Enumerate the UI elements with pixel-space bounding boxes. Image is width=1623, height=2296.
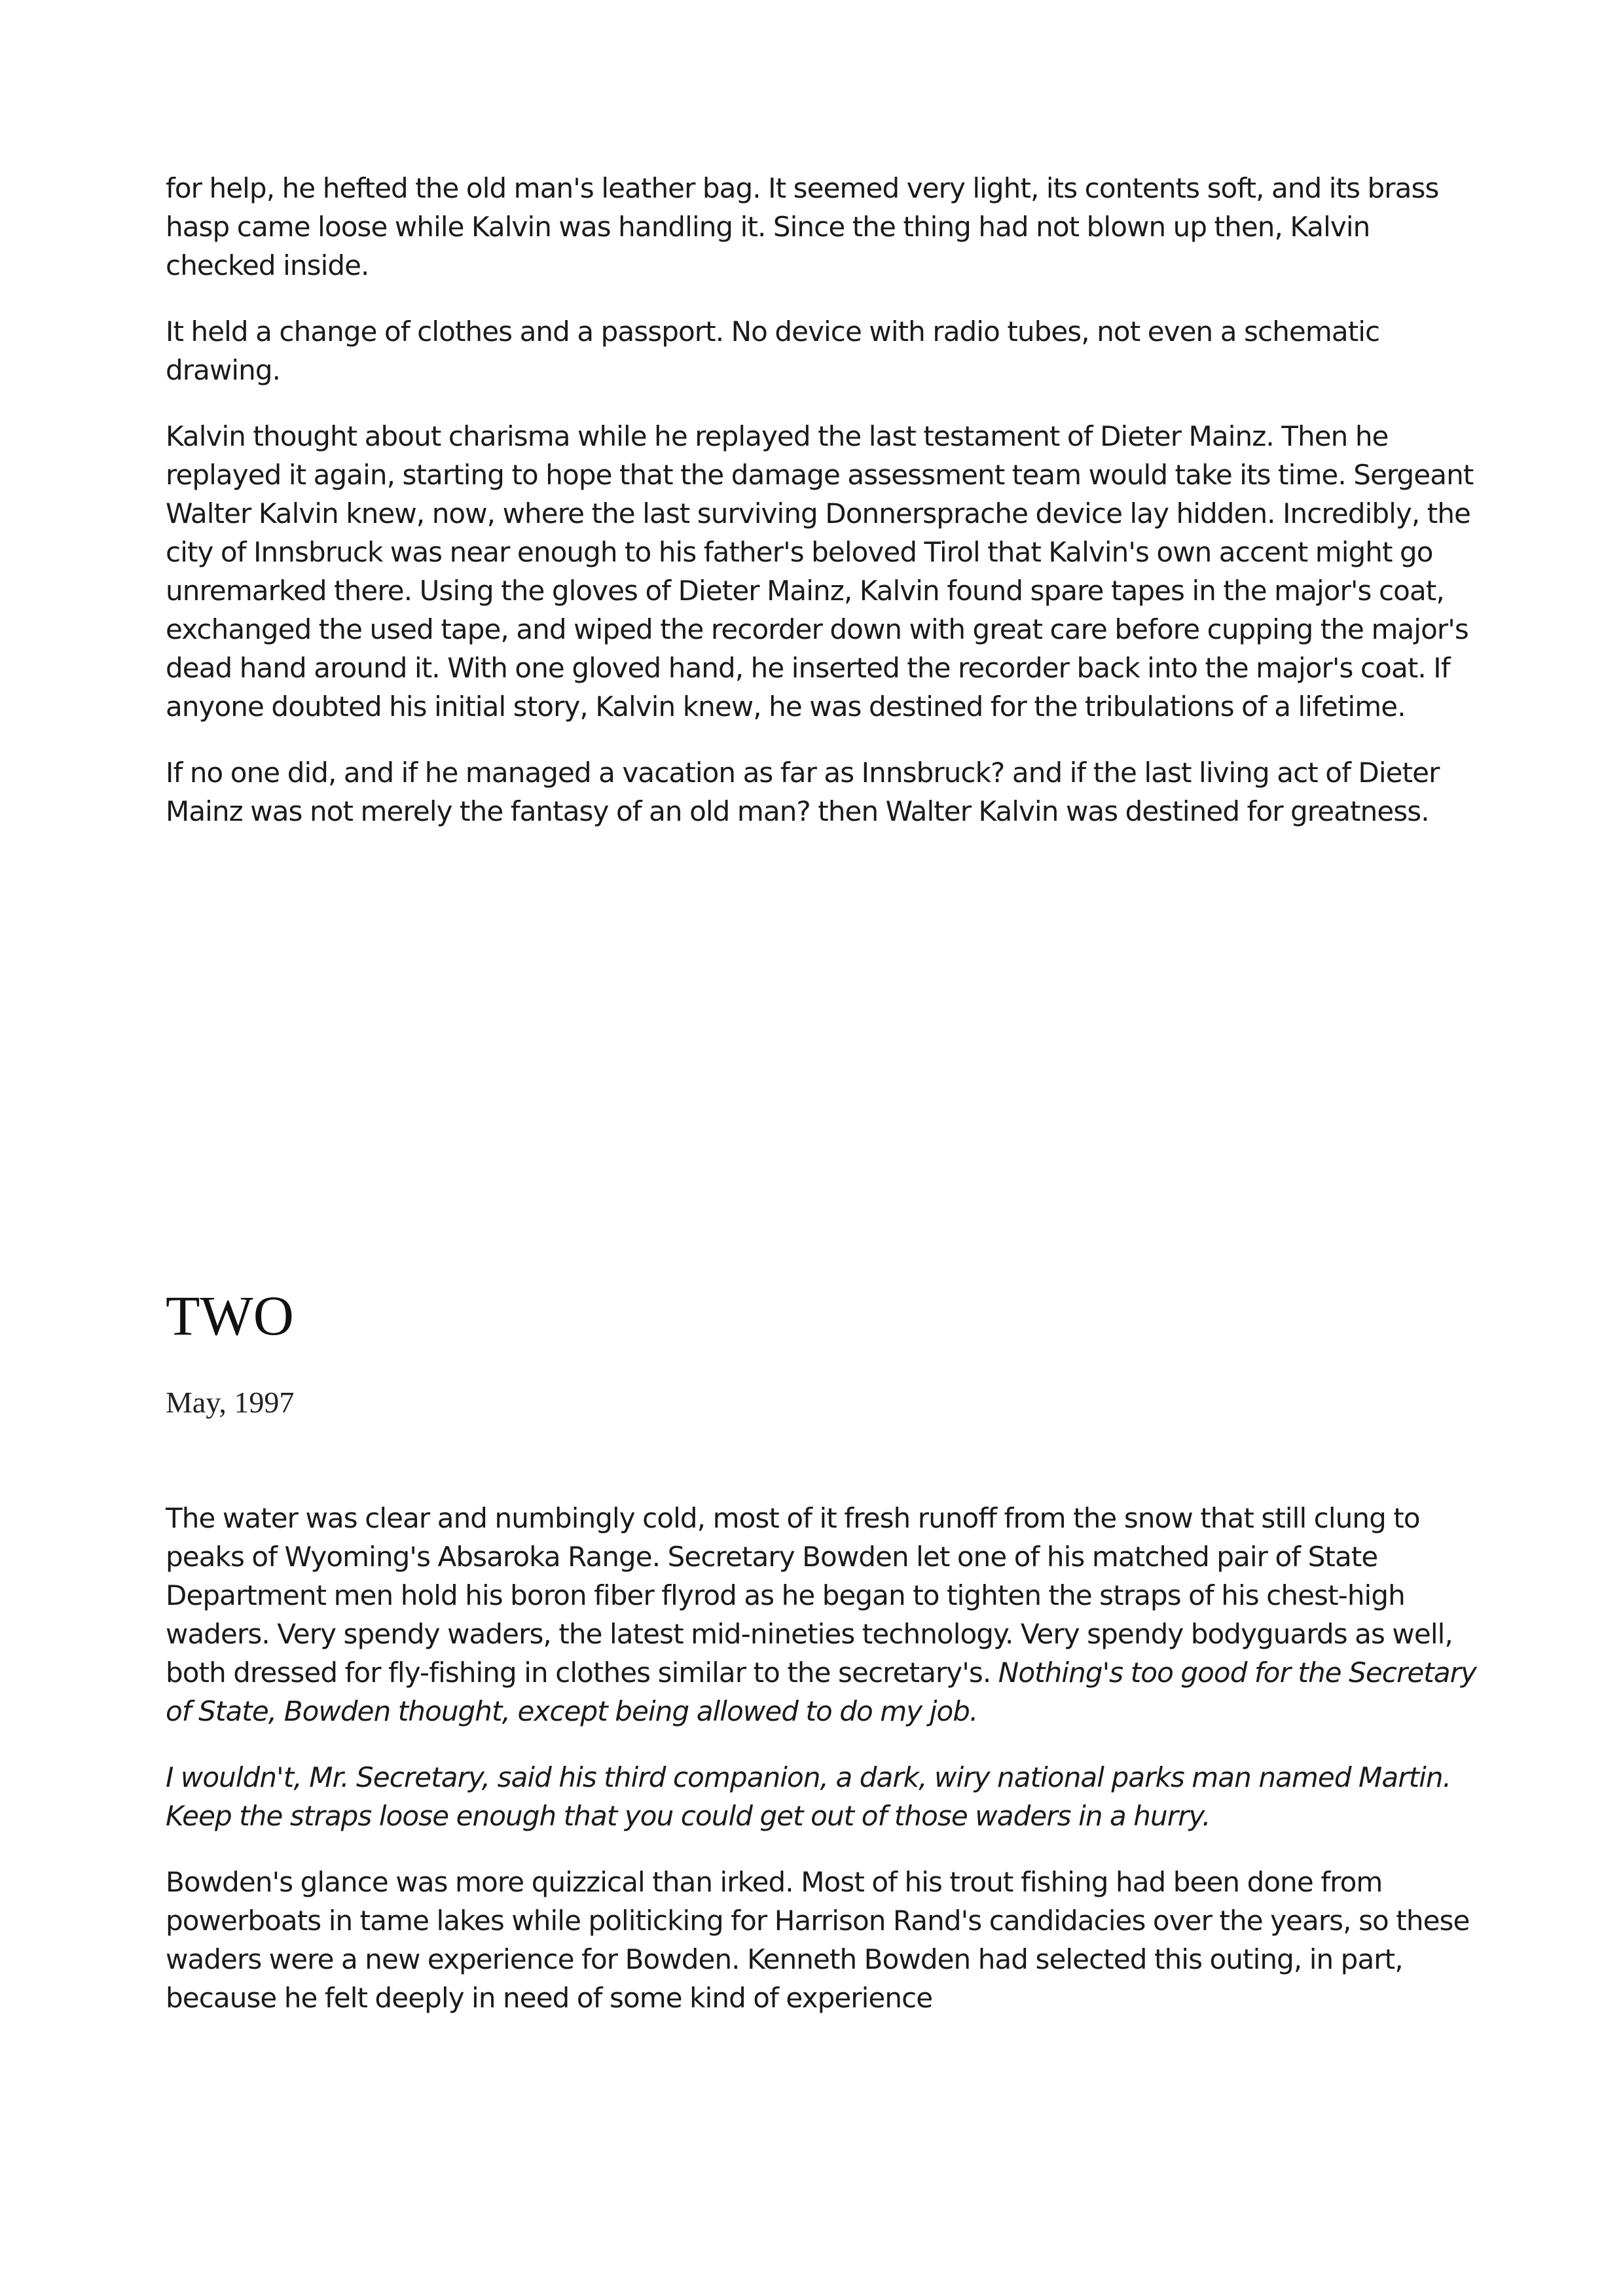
paragraph-text: The water was clear and numbingly cold, most of it fresh runoff from the snow that still clung to peaks of Wyoming's Absaroka Range. Secretary Bowden let one of his matched pair of State Department men hold his boron fiber flyrod as he began to tighten the straps of his chest-high waders. Very spendy waders, the latest mid-nineties technology. Very spendy bodyguards as well, both dressed for fly-fishing in clothes similar to the secretary's.: [166, 1502, 1453, 1689]
paragraph: Bowden's glance was more quizzical than irked. Most of his trout fishing had been done from powerboats in tame lakes while politicking for Harrison Rand's candidacies over the years, so these waders were a new experience for Bowden. Kenneth Bowden had selected this outing, in part, because he felt deeply in need of some kind of experience: [166, 1866, 1470, 2014]
chapter-date: May, 1997: [166, 1386, 295, 1419]
previous-chapter-ending: [166, 169, 1482, 831]
paragraph: [166, 1758, 1482, 1835]
italic-thought: Nothing's too good for the Secretary of State, Bowden thought, except being allowed to do my job.: [166, 1657, 1477, 1727]
italic-dialogue: I wouldn't, Mr. Secretary, said his third companion, a dark, wiry national parks man named Martin. Keep the straps loose enough that you could get out of those waders in a hurry.: [166, 1761, 1451, 1832]
chapter-two-body: [166, 1499, 1482, 2017]
paragraph: [166, 1499, 1482, 1731]
paragraph: for help, he hefted the old man's leather bag. It seemed very light, its contents soft, and its brass hasp came loose while Kalvin was handling it. Since the thing had not blown up then, Kalvin checked inside.: [166, 172, 1439, 281]
paragraph: If no one did, and if he managed a vacation as far as Innsbruck? and if the last living act of Dieter Mainz was not merely the fantasy of an old man? then Walter Kalvin was destined for greatness.: [166, 757, 1440, 827]
paragraph: Kalvin thought about charisma while he replayed the last testament of Dieter Mainz. Then he replayed it again, starting to hope that the damage assessment team would take its time. Sergeant Walter Kalvin knew, now, where the last surviving Donnersprache device lay hidden. Incredibly, the city of Innsbruck was near enough to his father's beloved Tirol that Kalvin's own accent might go unremarked there. Using the gloves of Dieter Mainz, Kalvin found spare tapes in the major's coat, exchanged the used tape, and wiped the recorder down with great care before cupping the major's dead hand around it. With one gloved hand, he inserted the recorder back into the major's coat. If anyone doubted his initial story, Kalvin knew, he was destined for the tribulations of a lifetime.: [166, 420, 1474, 723]
chapter-title: TWO: [166, 1284, 294, 1347]
paragraph: It held a change of clothes and a passport. No device with radio tubes, not even a schematic drawing.: [166, 315, 1380, 386]
